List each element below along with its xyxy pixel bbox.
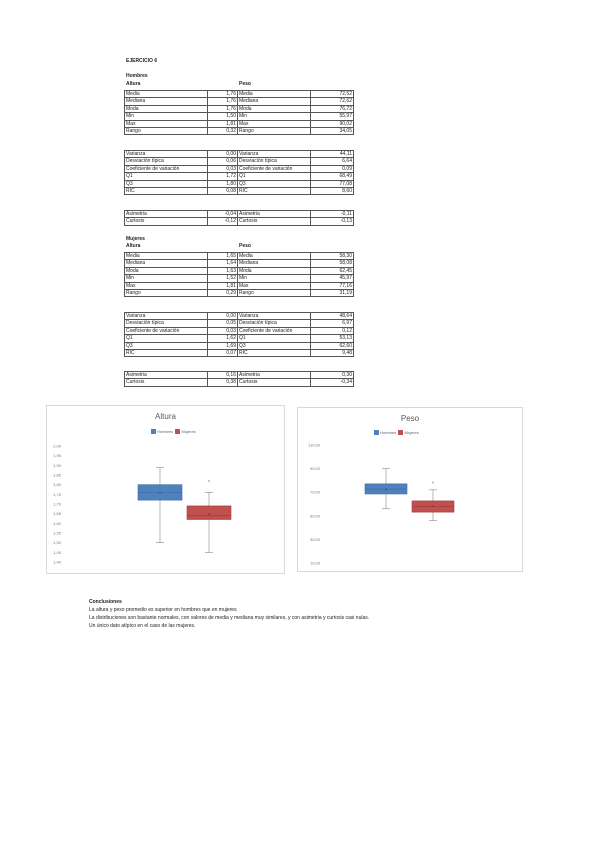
- stat-row: [125, 313, 354, 320]
- peso-stat-value: 45,97: [311, 275, 354, 282]
- peso-stat-value: 44,11: [311, 151, 354, 158]
- peso-stat-label: Coeficiente de variación: [238, 327, 311, 334]
- outlier-point: *: [432, 481, 434, 488]
- y-tick-label: 1,60: [53, 520, 61, 526]
- peso-stat-label: Moda: [238, 267, 311, 274]
- altura-stat-value: 1,50: [208, 113, 238, 120]
- altura-stat-value: 0,32: [208, 127, 238, 134]
- altura-stat-label: Varianza: [125, 151, 208, 158]
- altura-stat-value: -0,12: [208, 218, 238, 225]
- peso-stat-value: 6,97: [311, 320, 354, 327]
- altura-stat-value: 1,81: [208, 282, 238, 289]
- peso-stat-label: Q3: [238, 342, 311, 349]
- altura-stat-label: Asimetria: [125, 372, 208, 379]
- stat-row: [125, 349, 354, 356]
- peso-stat-value: -0,11: [311, 211, 354, 218]
- stat-row: [125, 105, 354, 112]
- altura-stat-value: 0,38: [208, 379, 238, 386]
- altura-stat-value: 0,08: [208, 187, 238, 194]
- altura-stat-label: Desviación típica: [125, 158, 208, 165]
- hombres-table-central: [124, 90, 354, 135]
- peso-stat-label: RIC: [238, 349, 311, 356]
- stat-row: [125, 151, 354, 158]
- stat-row: [125, 158, 354, 165]
- altura-stat-label: Q1: [125, 335, 208, 342]
- y-tick-label: 1,55: [53, 530, 61, 536]
- altura-stat-label: Q3: [125, 180, 208, 187]
- altura-stat-label: Rango: [125, 127, 208, 134]
- peso-stat-value: 62,45: [311, 267, 354, 274]
- stat-row: [125, 187, 354, 194]
- mean-marker: ×: [431, 503, 435, 509]
- peso-stat-label: Moda: [238, 105, 311, 112]
- peso-stat-value: 58,08: [311, 260, 354, 267]
- peso-stat-value: 62,60: [311, 342, 354, 349]
- peso-stat-value: 76,72: [311, 105, 354, 112]
- peso-stat-label: Rango: [238, 127, 311, 134]
- peso-stat-label: Max: [238, 120, 311, 127]
- altura-stat-value: 0,03: [208, 165, 238, 172]
- altura-stat-value: 0,29: [208, 289, 238, 296]
- y-tick-label: 1,90: [53, 462, 61, 468]
- conclusion-line-2: La distribuciones son bastante normales, con valores de media y mediana muy similares, y con asimetria y curtosis casi nulas.: [89, 615, 370, 621]
- y-tick-label: 1,95: [53, 453, 61, 459]
- peso-stat-value: 90,02: [311, 120, 354, 127]
- peso-stat-label: Varianza: [238, 151, 311, 158]
- legend-label: Hombres: [157, 429, 174, 434]
- mujeres-table-central: [124, 252, 354, 297]
- peso-chart: [297, 407, 523, 572]
- conclusion-line-3: Un único dato atípico en el caso de las mujeres.: [89, 623, 196, 629]
- mujeres-section-title: Mujeres: [126, 236, 145, 242]
- peso-stat-value: -0,13: [311, 218, 354, 225]
- altura-stat-value: 0,00: [208, 151, 238, 158]
- peso-stat-value: 77,08: [311, 180, 354, 187]
- peso-stat-value: 55,97: [311, 113, 354, 120]
- peso-stat-value: 0,09: [311, 165, 354, 172]
- y-tick-label: 1,45: [53, 549, 61, 555]
- stat-row: [125, 91, 354, 98]
- altura-stat-label: RIC: [125, 187, 208, 194]
- altura-stat-value: 1,72: [208, 173, 238, 180]
- altura-plot: [47, 406, 284, 573]
- stat-row: [125, 342, 354, 349]
- mean-marker: ×: [384, 486, 388, 492]
- altura-stat-label: Mediana: [125, 260, 208, 267]
- peso-stat-value: 9,48: [311, 349, 354, 356]
- peso-stat-label: RIC: [238, 187, 311, 194]
- y-tick-label: 1,80: [53, 482, 61, 488]
- stat-row: [125, 320, 354, 327]
- peso-stat-value: 53,13: [311, 335, 354, 342]
- altura-stat-label: Curtosis: [125, 218, 208, 225]
- peso-stat-label: Mediana: [238, 260, 311, 267]
- peso-stat-label: Q1: [238, 335, 311, 342]
- y-tick-label: 1,75: [53, 491, 61, 497]
- stat-row: [125, 253, 354, 260]
- stat-row: [125, 165, 354, 172]
- peso-stat-label: Media: [238, 91, 311, 98]
- stat-row: [125, 282, 354, 289]
- altura-stat-label: Coeficiente de variación: [125, 165, 208, 172]
- peso-stat-label: Q3: [238, 180, 311, 187]
- exercise-title: EJERCICIO 6: [126, 58, 158, 64]
- outlier-point: *: [208, 480, 210, 487]
- mujeres-table-shape: [124, 371, 354, 387]
- mean-marker: ×: [207, 511, 211, 517]
- altura-stat-label: Min: [125, 113, 208, 120]
- altura-stat-value: 1,80: [208, 180, 238, 187]
- stat-row: [125, 211, 354, 218]
- y-tick-label: 10,00: [309, 560, 320, 566]
- altura-stat-label: Media: [125, 91, 208, 98]
- conclusion-line-1: La altura y peso promedio es superior en hombres que en mujeres: [89, 607, 237, 613]
- altura-stat-value: 1,81: [208, 120, 238, 127]
- peso-stat-value: 72,52: [311, 91, 354, 98]
- y-tick-label: 30,00: [309, 536, 320, 542]
- y-tick-label: 1,85: [53, 472, 61, 478]
- peso-stat-value: 8,60: [311, 187, 354, 194]
- altura-stat-label: Curtosis: [125, 379, 208, 386]
- y-tick-label: 1,40: [53, 559, 61, 565]
- peso-stat-value: 31,19: [311, 289, 354, 296]
- altura-stat-label: Q3: [125, 342, 208, 349]
- altura-stat-value: -0,04: [208, 211, 238, 218]
- peso-stat-label: Asimetria: [238, 211, 311, 218]
- hombres-table-shape: [124, 210, 354, 226]
- altura-stat-label: RIC: [125, 349, 208, 356]
- legend-label: Mujeres: [404, 430, 419, 435]
- mujeres-peso-header: Peso: [239, 243, 251, 249]
- stat-row: [125, 372, 354, 379]
- peso-stat-label: Desviación típica: [238, 320, 311, 327]
- peso-stat-value: 6,64: [311, 158, 354, 165]
- peso-stat-value: 58,30: [311, 253, 354, 260]
- altura-stat-value: 1,69: [208, 342, 238, 349]
- altura-stat-value: 0,05: [208, 320, 238, 327]
- peso-stat-label: Q1: [238, 173, 311, 180]
- chart-title: Peso: [400, 414, 420, 423]
- stat-row: [125, 98, 354, 105]
- altura-stat-value: 0,06: [208, 158, 238, 165]
- peso-stat-label: Min: [238, 113, 311, 120]
- y-tick-label: 1,65: [53, 511, 61, 517]
- chart-title: Altura: [155, 412, 176, 421]
- altura-stat-label: Varianza: [125, 313, 208, 320]
- stat-row: [125, 173, 354, 180]
- y-tick-label: 70,00: [309, 489, 320, 495]
- altura-stat-value: 0,00: [208, 313, 238, 320]
- altura-stat-value: 1,64: [208, 260, 238, 267]
- peso-plot: [298, 408, 522, 571]
- altura-stat-value: 1,52: [208, 275, 238, 282]
- altura-stat-label: Moda: [125, 267, 208, 274]
- peso-stat-label: Coeficiente de variación: [238, 165, 311, 172]
- peso-stat-label: Media: [238, 253, 311, 260]
- peso-stat-value: 34,05: [311, 127, 354, 134]
- peso-stat-label: Max: [238, 282, 311, 289]
- stat-row: [125, 127, 354, 134]
- hombres-table-dispersion: [124, 150, 354, 195]
- altura-stat-value: 1,62: [208, 335, 238, 342]
- peso-stat-label: Desviación típica: [238, 158, 311, 165]
- altura-stat-value: 1,63: [208, 267, 238, 274]
- legend-label: Mujeres: [181, 429, 196, 434]
- legend-label: Hombres: [380, 430, 397, 435]
- peso-stat-label: Asimetria: [238, 372, 311, 379]
- altura-stat-label: Q1: [125, 173, 208, 180]
- stat-row: [125, 327, 354, 334]
- altura-stat-value: 1,76: [208, 105, 238, 112]
- altura-stat-label: Max: [125, 282, 208, 289]
- altura-stat-value: 1,65: [208, 253, 238, 260]
- y-tick-label: 1,70: [53, 501, 61, 507]
- hombres-altura-header: Altura: [126, 81, 141, 87]
- peso-stat-label: Rango: [238, 289, 311, 296]
- hombres-peso-header: Peso: [239, 81, 251, 87]
- y-tick-label: 2,00: [53, 443, 61, 449]
- peso-stat-label: Varianza: [238, 313, 311, 320]
- stat-row: [125, 113, 354, 120]
- altura-stat-label: Desviación típica: [125, 320, 208, 327]
- stat-row: [125, 180, 354, 187]
- stat-row: [125, 335, 354, 342]
- peso-stat-value: 48,64: [311, 313, 354, 320]
- peso-stat-value: 77,16: [311, 282, 354, 289]
- stat-row: [125, 379, 354, 386]
- stat-row: [125, 289, 354, 296]
- altura-stat-label: Moda: [125, 105, 208, 112]
- y-tick-label: 90,00: [309, 466, 320, 472]
- hombres-section-title: Hombres: [126, 73, 148, 79]
- peso-stat-value: 68,49: [311, 173, 354, 180]
- stat-row: [125, 260, 354, 267]
- altura-stat-value: 0,03: [208, 327, 238, 334]
- altura-stat-label: Max: [125, 120, 208, 127]
- altura-stat-label: Media: [125, 253, 208, 260]
- altura-stat-label: Min: [125, 275, 208, 282]
- y-tick-label: 1,50: [53, 540, 61, 546]
- peso-stat-value: -0,34: [311, 379, 354, 386]
- altura-stat-label: Coeficiente de variación: [125, 327, 208, 334]
- peso-stat-value: 72,62: [311, 98, 354, 105]
- peso-stat-label: Curtosis: [238, 379, 311, 386]
- altura-stat-label: Asimetria: [125, 211, 208, 218]
- peso-stat-value: 0,12: [311, 327, 354, 334]
- altura-stat-label: Mediana: [125, 98, 208, 105]
- peso-stat-label: Mediana: [238, 98, 311, 105]
- y-tick-label: 50,00: [309, 513, 320, 519]
- peso-stat-value: 0,30: [311, 372, 354, 379]
- peso-stat-label: Curtosis: [238, 218, 311, 225]
- altura-stat-value: 0,07: [208, 349, 238, 356]
- altura-stat-value: 1,76: [208, 91, 238, 98]
- mean-marker: ×: [158, 489, 162, 495]
- mujeres-table-dispersion: [124, 312, 354, 357]
- stat-row: [125, 275, 354, 282]
- altura-stat-value: 1,76: [208, 98, 238, 105]
- y-tick-label: 110,00: [308, 442, 320, 448]
- altura-chart: [46, 405, 285, 574]
- stat-row: [125, 120, 354, 127]
- peso-stat-label: Min: [238, 275, 311, 282]
- altura-stat-value: 0,16: [208, 372, 238, 379]
- mujeres-altura-header: Altura: [126, 243, 141, 249]
- stat-row: [125, 218, 354, 225]
- stat-row: [125, 267, 354, 274]
- conclusions-title: Conclusiones: [89, 599, 122, 605]
- altura-stat-label: Rango: [125, 289, 208, 296]
